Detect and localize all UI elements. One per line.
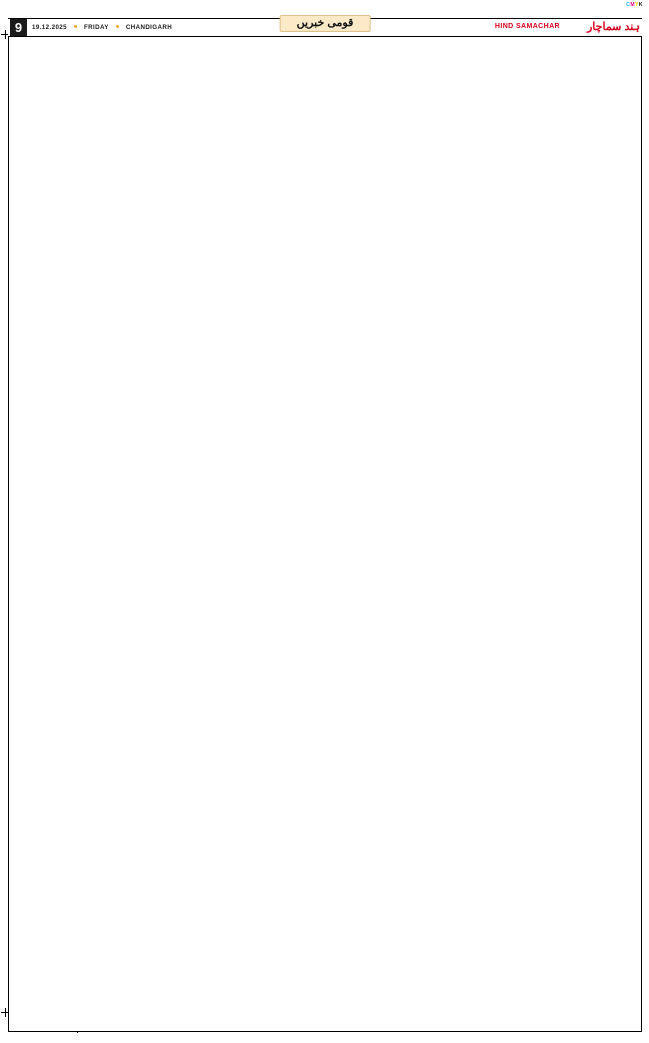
paper-name-urdu: ہند سماچار	[587, 21, 640, 33]
dateline	[32, 20, 172, 35]
separator-dot-icon-2	[116, 25, 119, 28]
page-border	[8, 36, 642, 1032]
cmyk-k: K	[638, 2, 643, 8]
dateline-city: CHANDIGARH	[125, 24, 173, 31]
page-number: 9	[10, 19, 27, 36]
cmyk-y: Y	[635, 2, 639, 8]
cmyk-c: C	[626, 2, 631, 8]
separator-dot-icon	[74, 25, 77, 28]
dateline-day: FRIDAY	[83, 24, 109, 31]
paper-name-english: HIND SAMACHAR	[494, 23, 560, 30]
cmyk-color-bar	[626, 2, 643, 8]
section-tag	[280, 15, 371, 32]
dateline-date: 19.12.2025	[32, 24, 67, 31]
section-tag-label: قومی خبریں	[296, 17, 354, 29]
cmyk-m: M	[630, 2, 636, 8]
masthead	[8, 18, 642, 37]
